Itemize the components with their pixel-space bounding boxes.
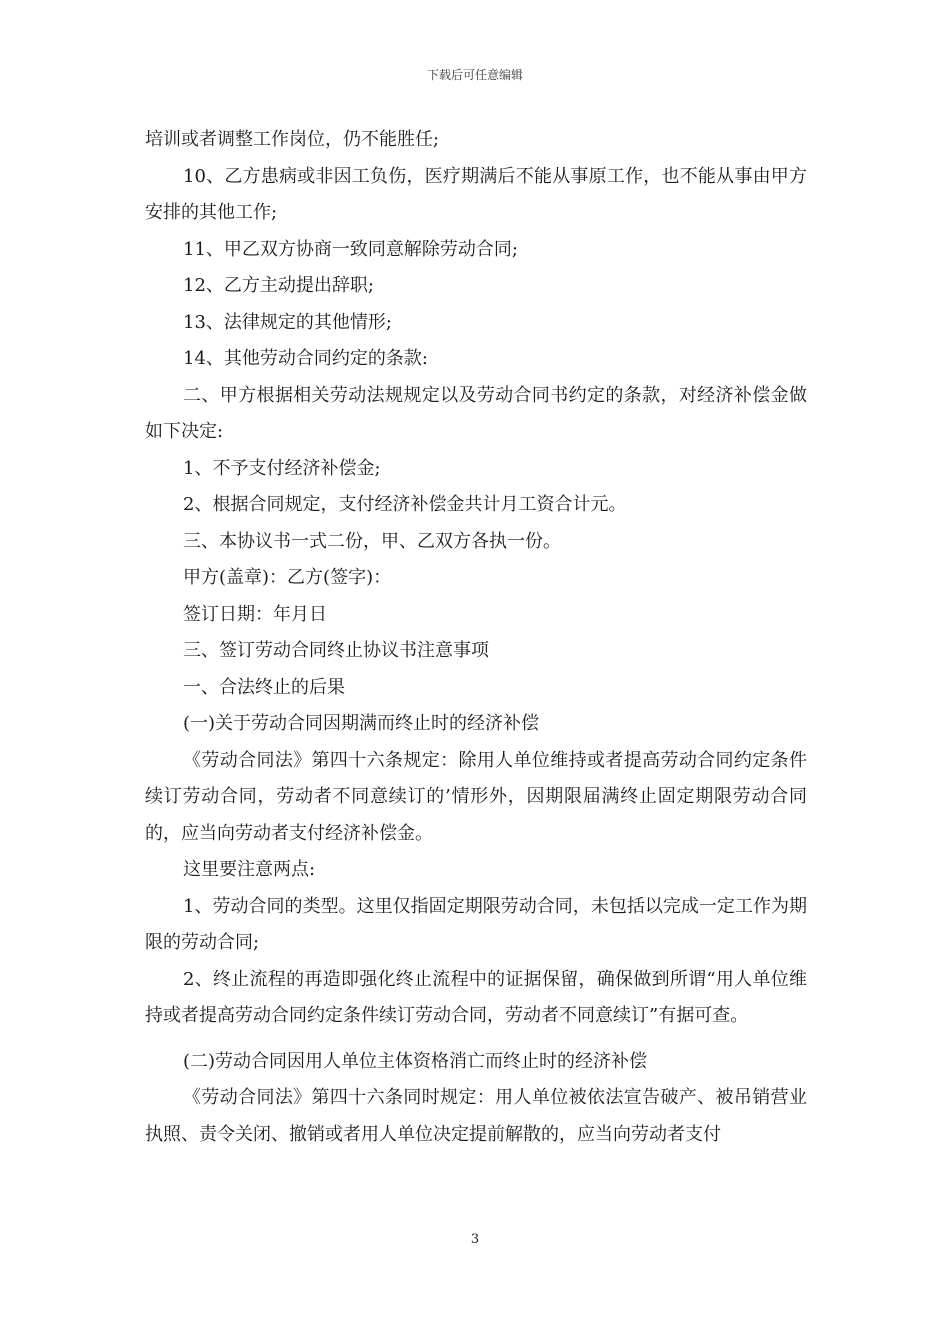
paragraph: 1、不予支付经济补偿金;	[183, 457, 381, 479]
document-body	[145, 122, 807, 1153]
paragraph: 一、合法终止的后果	[183, 676, 345, 698]
paragraph: 2、终止流程的再造即强化终止流程中的证据保留，确保做到所谓“用人单位维持或者提高劳动合同约定条件续订劳动合同，劳动者不同意续订”有据可查。	[145, 968, 807, 1026]
paragraph: 三、签订劳动合同终止协议书注意事项	[183, 640, 489, 661]
paragraph: 签订日期：年月日	[183, 603, 327, 625]
page-number: 3	[470, 1232, 480, 1247]
paragraph: 1、劳动合同的类型。这里仅指固定期限劳动合同，未包括以完成一定工作为期限的劳动合同;	[145, 895, 807, 953]
paragraph: 10、乙方患病或非因工负伤，医疗期满后不能从事原工作，也不能从事由甲方安排的其他工作;	[145, 165, 807, 223]
paragraph: (一)关于劳动合同因期满而终止时的经济补偿	[183, 713, 540, 734]
paragraph: 这里要注意两点:	[183, 859, 316, 880]
page-header	[0, 66, 950, 83]
header-text: 下载后可任意编辑	[426, 68, 523, 82]
paragraph: 11、甲乙双方协商一致同意解除劳动合同;	[183, 238, 518, 260]
paragraph: 2、根据合同规定，支付经济补偿金共计月工资合计元。	[183, 494, 627, 515]
paragraph: 13、法律规定的其他情形;	[183, 311, 392, 333]
paragraph: 《劳动合同法》第四十六条规定：除用人单位维持或者提高劳动合同约定条件续订劳动合同，劳动者不同意续订的’情形外，因期限届满终止固定期限劳动合同的，应当向劳动者支付经济补偿金。	[145, 749, 807, 844]
paragraph: 《劳动合同法》第四十六条同时规定：用人单位被依法宣告破产、被吊销营业执照、责令关闭、撤销或者用人单位决定提前解散的，应当向劳动者支付	[145, 1087, 807, 1145]
paragraph: 二、甲方根据相关劳动法规规定以及劳动合同书约定的条款，对经济补偿金做如下决定:	[145, 384, 807, 442]
paragraph: (二)劳动合同因用人单位主体资格消亡而终止时的经济补偿	[183, 1050, 648, 1072]
paragraph: 14、其他劳动合同约定的条款:	[183, 348, 428, 369]
paragraph: 培训或者调整工作岗位，仍不能胜任;	[145, 129, 440, 150]
page-footer	[0, 1232, 950, 1247]
paragraph: 三、本协议书一式二份，甲、乙双方各执一份。	[183, 530, 561, 552]
paragraph: 12、乙方主动提出辞职;	[183, 275, 374, 296]
paragraph: 甲方(盖章)：乙方(签字)：	[183, 567, 392, 588]
